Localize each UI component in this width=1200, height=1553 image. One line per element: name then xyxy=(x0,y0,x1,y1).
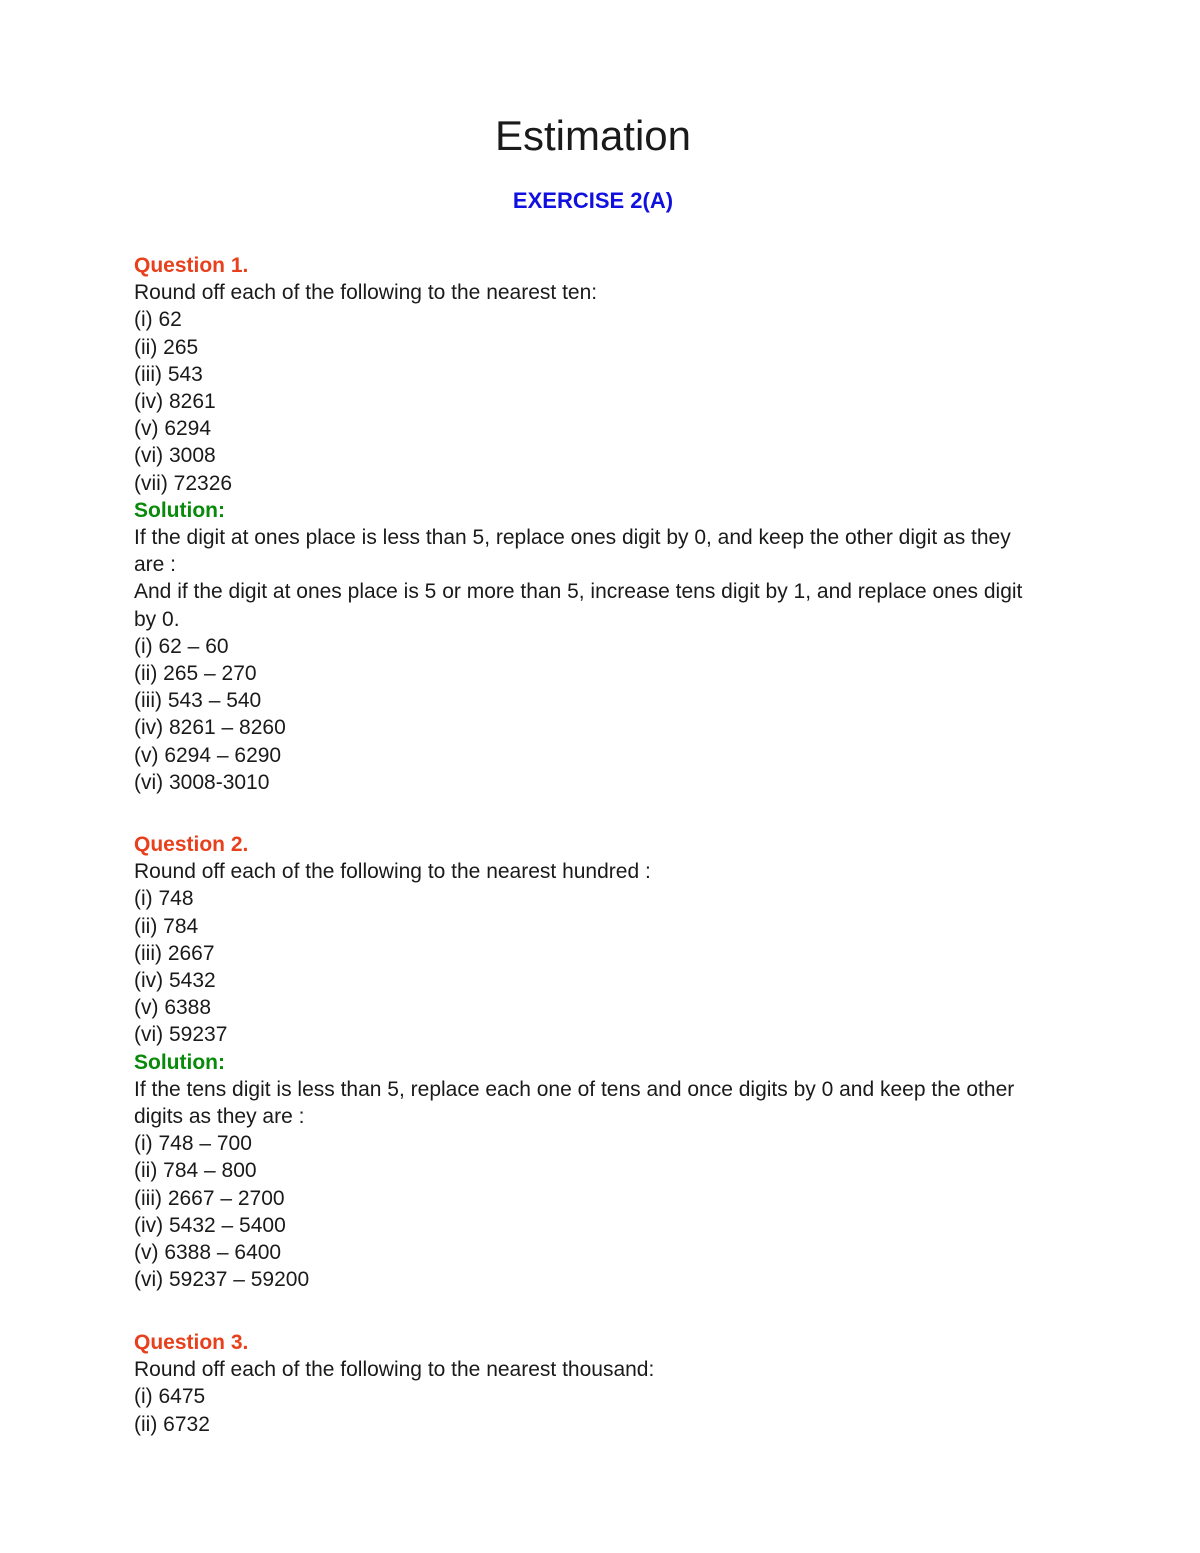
question-item: (iii) 543 xyxy=(134,362,203,386)
page-title: Estimation xyxy=(494,112,692,159)
question-item: (ii) 265 xyxy=(134,335,199,359)
question-item: (i) 748 xyxy=(134,887,194,911)
solution-answer: (iv) 8261 – 8260 xyxy=(134,716,286,740)
question-1-heading: Question 1. xyxy=(134,254,249,277)
solution-answer: (ii) 784 – 800 xyxy=(134,1159,257,1183)
solution-answer: (v) 6388 – 6400 xyxy=(134,1241,282,1265)
question-item: (v) 6294 xyxy=(134,417,212,441)
solution-answer: (v) 6294 – 6290 xyxy=(134,743,282,767)
solution-2-rule: If the tens digit is less than 5, replace each one of tens and once digits by 0 and keep the other digits as they are : xyxy=(134,1077,1015,1129)
question-1-block xyxy=(134,252,1054,796)
solution-answer: (i) 748 – 700 xyxy=(134,1132,252,1156)
question-item: (iii) 2667 xyxy=(134,941,215,965)
question-2-heading: Question 2. xyxy=(134,833,249,856)
question-3-block xyxy=(134,1329,1054,1438)
solution-answer: (i) 62 – 60 xyxy=(134,634,229,658)
question-item: (v) 6388 xyxy=(134,996,212,1020)
solution-1-rule-2: And if the digit at ones place is 5 or more than 5, increase tens digit by 1, and replace ones digit by 0. xyxy=(134,580,1023,631)
solution-answer: (iii) 2667 – 2700 xyxy=(134,1186,285,1210)
question-2-prompt: Round off each of the following to the nearest hundred : xyxy=(134,860,651,884)
solution-2-heading: Solution: xyxy=(134,1050,225,1074)
question-item: (vi) 59237 xyxy=(134,1023,228,1047)
solution-answer: (iii) 543 – 540 xyxy=(134,689,262,713)
question-item: (iv) 5432 xyxy=(134,969,216,993)
solution-answer: (vi) 59237 – 59200 xyxy=(134,1268,310,1292)
question-3-prompt: Round off each of the following to the nearest thousand: xyxy=(134,1358,655,1382)
solution-answer: (vi) 3008-3010 xyxy=(134,770,270,794)
question-1-prompt: Round off each of the following to the nearest ten: xyxy=(134,281,598,305)
question-item: (iv) 8261 xyxy=(134,390,216,414)
question-item: (i) 62 xyxy=(134,308,182,332)
question-3-heading: Question 3. xyxy=(134,1331,249,1354)
solution-answer: (iv) 5432 – 5400 xyxy=(134,1213,286,1237)
solution-answer: (ii) 265 – 270 xyxy=(134,662,257,686)
question-item: (ii) 784 xyxy=(134,914,199,938)
question-2-block xyxy=(134,831,1054,1293)
question-item: (vi) 3008 xyxy=(134,444,216,468)
question-item: (vii) 72326 xyxy=(134,471,233,495)
exercise-heading: EXERCISE 2(A) xyxy=(512,188,674,213)
solution-1-heading: Solution: xyxy=(134,498,225,522)
solution-1-rule-1: If the digit at ones place is less than 5, replace ones digit by 0, and keep the other digit as they are : xyxy=(134,526,1011,577)
question-item: (i) 6475 xyxy=(134,1385,206,1409)
question-item: (ii) 6732 xyxy=(134,1412,210,1436)
